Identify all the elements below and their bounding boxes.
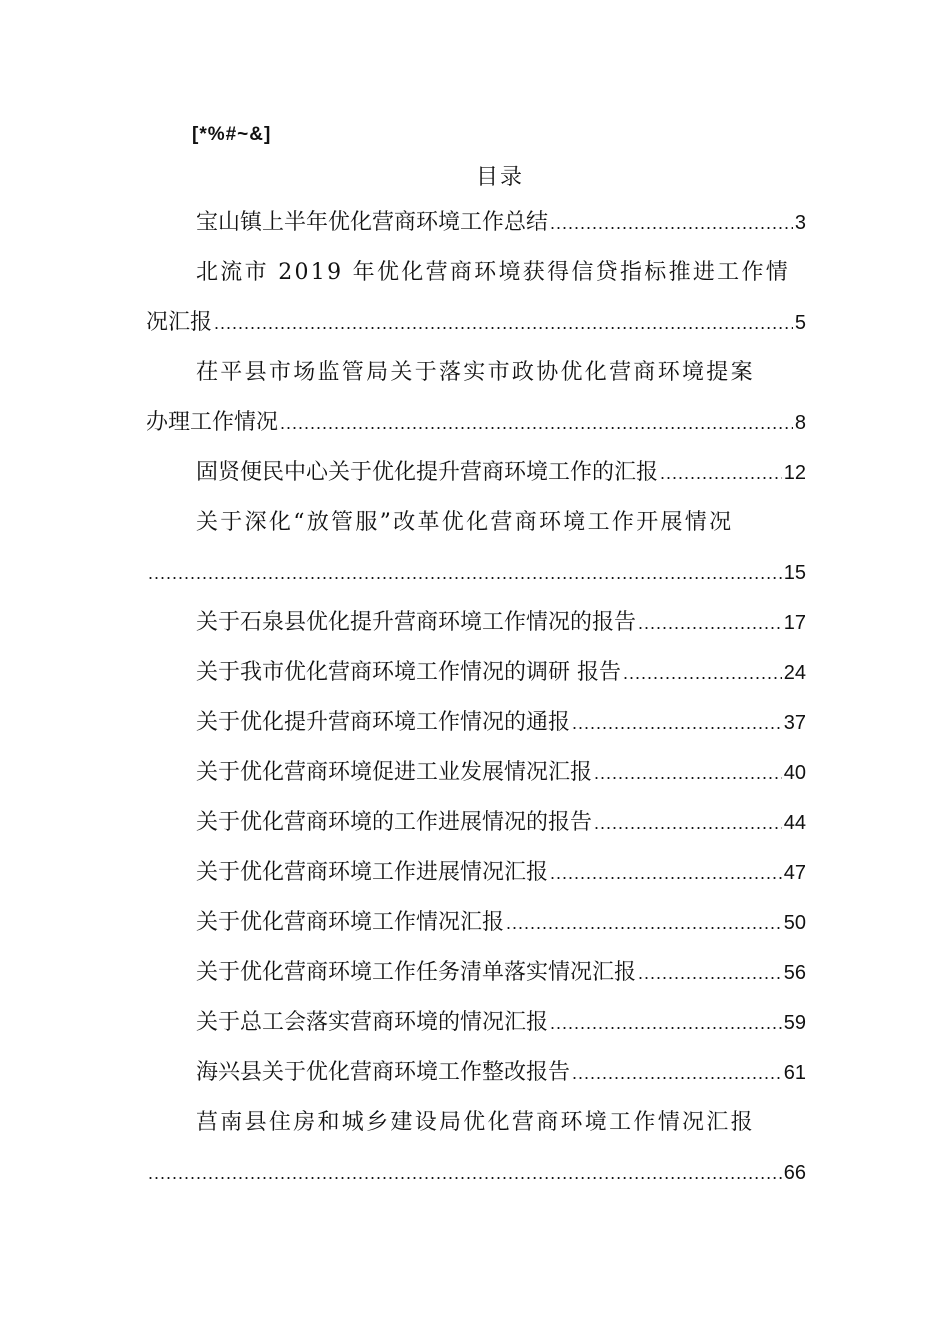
toc-entry[interactable] (146, 1098, 806, 1198)
toc-leader (550, 848, 782, 898)
toc-entry[interactable] (146, 848, 806, 898)
toc-leader (623, 648, 782, 698)
toc-entry[interactable] (146, 898, 806, 948)
toc-leader (638, 598, 782, 648)
toc-entry[interactable] (146, 698, 806, 748)
toc-entry-title: 关于优化营商环境工作情况汇报 (196, 910, 505, 935)
toc-leader (280, 398, 793, 448)
toc-title: 目录 (475, 165, 524, 190)
toc-entry-page: 8 (794, 412, 806, 434)
toc-entry-page: 61 (783, 1062, 806, 1084)
toc-entry[interactable] (146, 448, 806, 498)
toc-leader (572, 1048, 782, 1098)
toc-entry-title: 宝山镇上半年优化营商环境工作总结 (196, 210, 549, 235)
table-of-contents (146, 198, 806, 1198)
toc-entry-page: 47 (783, 862, 806, 884)
toc-entry-page: 56 (783, 962, 806, 984)
toc-leader (594, 798, 782, 848)
toc-entry-title: 关于优化营商环境促进工业发展情况汇报 (196, 760, 593, 785)
toc-leader (572, 698, 782, 748)
toc-entry-page: 59 (783, 1012, 806, 1034)
toc-entry-page: 17 (783, 612, 806, 634)
toc-entry[interactable] (146, 598, 806, 648)
toc-entry-title-continued: 况汇报 (146, 310, 213, 335)
toc-leader (660, 448, 782, 498)
toc-entry-title: 海兴县关于优化营商环境工作整改报告 (196, 1060, 571, 1085)
toc-entry-page: 37 (783, 712, 806, 734)
toc-entry-title: 关于我市优化营商环境工作情况的调研 报告 (196, 660, 621, 685)
toc-entry-title: 关于优化营商环境工作任务清单落实情况汇报 (196, 960, 637, 985)
toc-entry[interactable] (146, 348, 806, 448)
toc-entry-title: 关于总工会落实营商环境的情况汇报 (196, 1010, 549, 1035)
toc-entry-page: 15 (783, 562, 806, 584)
toc-entry-page: 12 (783, 462, 806, 484)
toc-entry-title: 茌平县市场监管局关于落实市政协优化营商环境提案 (196, 360, 755, 385)
toc-entry-title: 关于深化“放管服”改革优化营商环境工作开展情况 (196, 510, 734, 535)
toc-entry-page: 5 (794, 312, 806, 334)
toc-entry-page: 50 (783, 912, 806, 934)
toc-entry-page: 3 (794, 212, 806, 234)
toc-entry[interactable] (146, 648, 806, 698)
toc-entry[interactable] (146, 198, 806, 248)
toc-entry-title: 莒南县住房和城乡建设局优化营商环境工作情况汇报 (196, 1110, 755, 1135)
toc-entry[interactable] (146, 1048, 806, 1098)
toc-entry[interactable] (146, 998, 806, 1048)
toc-entry-title: 关于优化营商环境的工作进展情况的报告 (196, 810, 593, 835)
toc-entry[interactable] (146, 798, 806, 848)
toc-leader (594, 748, 782, 798)
toc-leader (148, 1148, 782, 1198)
toc-entry[interactable] (146, 948, 806, 998)
toc-entry-title: 关于石泉县优化提升营商环境工作情况的报告 (196, 610, 637, 635)
document-marker: [*%#~&] (192, 124, 272, 145)
toc-leader (550, 198, 793, 248)
toc-entry-title-continued: 办理工作情况 (146, 410, 279, 435)
toc-entry-page: 40 (783, 762, 806, 784)
toc-entry-title: 固贤便民中心关于优化提升营商环境工作的汇报 (196, 460, 659, 485)
toc-entry-page: 44 (783, 812, 806, 834)
toc-entry[interactable] (146, 248, 806, 348)
toc-entry-page: 66 (783, 1162, 806, 1184)
toc-leader (214, 298, 793, 348)
toc-leader (638, 948, 782, 998)
toc-entry[interactable] (146, 748, 806, 798)
toc-leader (148, 548, 782, 598)
toc-leader (550, 998, 782, 1048)
toc-entry-title: 关于优化提升营商环境工作情况的通报 (196, 710, 571, 735)
toc-leader (506, 898, 782, 948)
toc-entry-title: 关于优化营商环境工作进展情况汇报 (196, 860, 549, 885)
toc-entry-title: 北流市 2019 年优化营商环境获得信贷指标推进工作情 (196, 260, 791, 285)
toc-entry-page: 24 (783, 662, 806, 684)
toc-entry[interactable] (146, 498, 806, 598)
